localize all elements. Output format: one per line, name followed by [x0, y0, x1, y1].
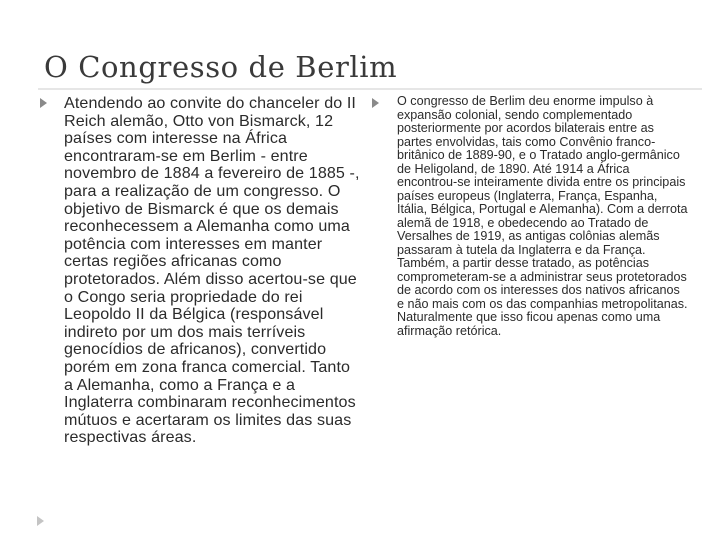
bullet-item-right	[372, 95, 690, 338]
slide-title: O Congresso de Berlim	[44, 50, 398, 84]
bullet-text-right: O congresso de Berlim deu enorme impulso à expansão colonial, sendo complementado posteriormente por acordos bilaterais entre as partes envolvidas, tais como Convênio franco-britânico de 1889-90, e o Tratado anglo-germânico de Heligoland, de 1890. Até 1914 a África encontrou-se inteiramente divida entre os principais países europeus (Inglaterra, França, Espanha, Itália, Bélgica, Portugal e Alemanha). Com a derrota alemã de 1918, e obedecendo ao Tratado de Versalhes de 1919, as antigas colônias alemãs passaram à tutela da Inglaterra e da França. Também, a partir desse tratado, as potências comprometeram-se a administrar seus protetorados de acordo com os interesses dos nativos africanos e não mais com os das companhias metropolitanas. Naturalmente que isso ficou apenas como uma afirmação retórica.	[397, 94, 688, 338]
bullet-arrow-icon	[372, 98, 379, 108]
empty-bullet-arrow-icon	[37, 516, 44, 526]
bullet-item-left	[40, 95, 362, 447]
title-divider	[38, 88, 702, 90]
bullet-text-left: Atendendo ao convite do chanceler do II Reich alemão, Otto von Bismarck, 12 países com interesse na África encontraram-se em Berlim - entre novembro de 1884 a fevereiro de 1885 -, para a realização de um congresso. O objetivo de Bismarck é que os demais reconhecessem a Alemanha como uma potência com interesses em manter certas regiões africanas como protetorados. Além disso acertou-se que o Congo seria propriedade do rei Leopoldo II da Bélgica (responsável indireto por um dos mais terríveis genocídios de africanos), convertido porém em zona franca comercial. Tanto a Alemanha, como a França e a Inglaterra combinaram reconhecimentos mútuos e acertaram os limites das suas respectivas áreas.	[64, 94, 360, 447]
left-column	[40, 95, 362, 447]
bullet-arrow-icon	[40, 98, 47, 108]
right-column	[372, 95, 690, 338]
